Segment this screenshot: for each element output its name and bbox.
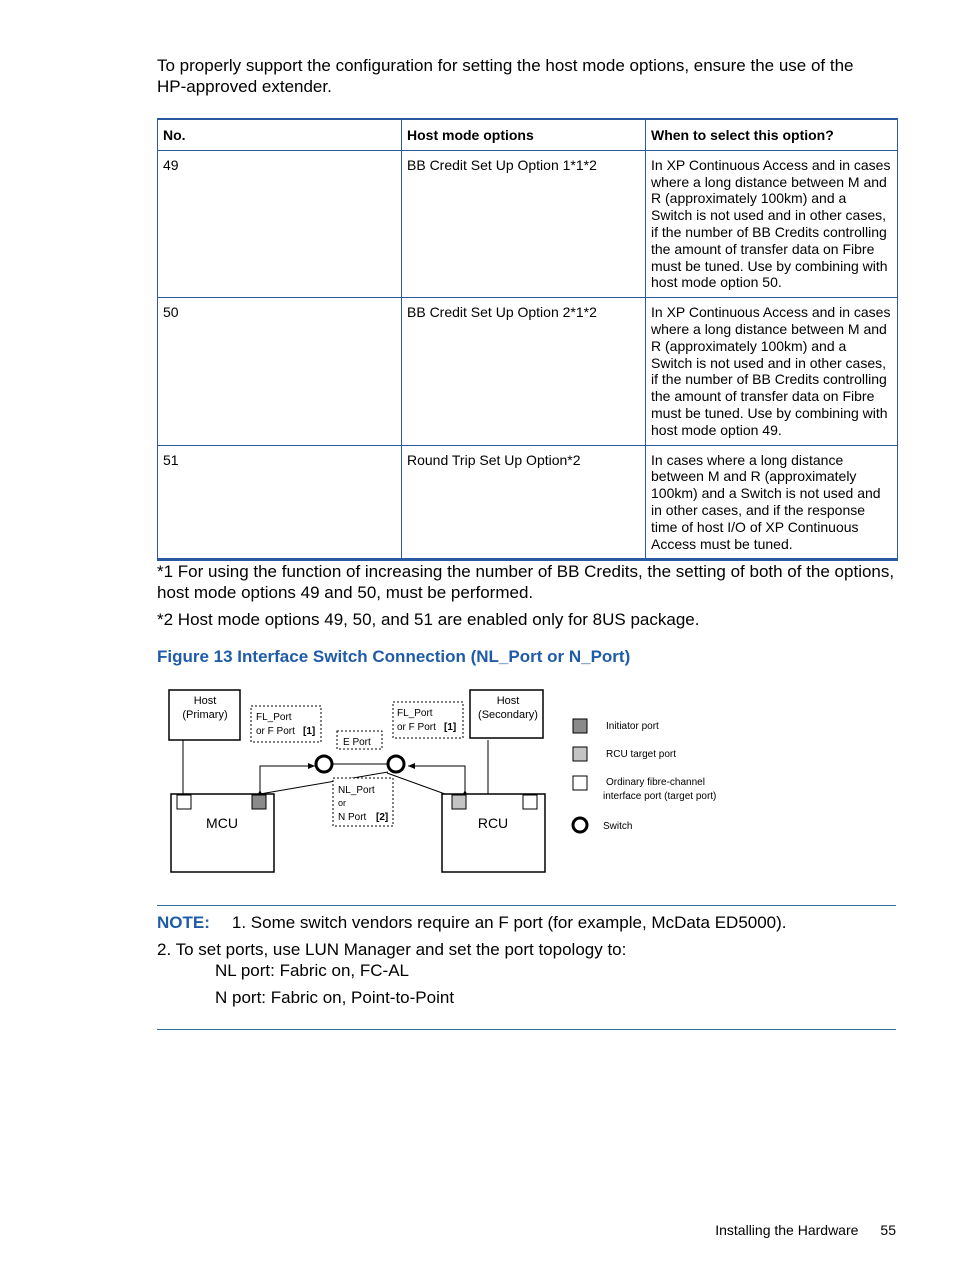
fl-port-left-ref: [1] [303, 726, 316, 737]
note-nl-port: NL port: Fabric on, FC-AL [215, 961, 409, 980]
host-primary-label: Host [193, 695, 217, 707]
note-label: NOTE: [157, 913, 210, 932]
legend-rcu-target-label: RCU target port [606, 749, 677, 760]
legend-ordinary-label-2: interface port (target port) [603, 791, 717, 802]
host-secondary-sublabel: (Secondary) [478, 709, 538, 721]
rcu-label: RCU [477, 815, 509, 831]
fl-port-right-label: FL_Port [397, 708, 433, 719]
legend [573, 719, 716, 832]
note-item-2: 2. To set ports, use LUN Manager and set the port topology to: [157, 940, 627, 959]
note-n-port: N port: Fabric on, Point-to-Point [215, 988, 455, 1007]
legend-initiator-label: Initiator port [606, 721, 659, 732]
legend-ordinary-label-1: Ordinary fibre-channel [606, 777, 705, 788]
arrow-head [408, 763, 415, 769]
host-secondary-label: Host [496, 695, 520, 707]
fl-port-left-label: FL_Port [256, 712, 292, 723]
nl-port-label: NL_Port [338, 785, 375, 796]
legend-switch-icon [573, 818, 587, 832]
legend-ordinary-swatch [573, 776, 587, 790]
nl-port-n-port: N Port [338, 812, 367, 823]
cell-no: 51 [158, 445, 402, 560]
line-rcu-switch2 [408, 766, 465, 794]
cell-option: BB Credit Set Up Option 1*1*2 [402, 150, 646, 297]
cell-no: 49 [158, 150, 402, 297]
header-when-to-select: When to select this option? [646, 119, 898, 150]
note-line-1 [157, 912, 787, 934]
note-top-rule [157, 905, 896, 906]
cell-option: Round Trip Set Up Option*2 [402, 445, 646, 560]
cell-description: In cases where a long distance between M and R (approximately 100km) and a Switch is not used and in other cases, and if the response time of host I/O of XP Continuous Access must be tuned. [646, 445, 898, 560]
mcu-label: MCU [206, 815, 238, 831]
footer-section: Installing the Hardware [715, 1222, 859, 1238]
line-mcu-switch1 [260, 766, 315, 794]
table-row [158, 298, 898, 445]
nl-port-ref: [2] [376, 812, 389, 823]
e-port-label: E Port [343, 737, 371, 748]
cell-option: BB Credit Set Up Option 2*1*2 [402, 298, 646, 445]
footnote-1: *1 For using the function of increasing the number of BB Credits, the setting of both of the options, host mode options 49 and 50, must be performed. [157, 562, 895, 602]
rcu-ordinary-port [523, 795, 537, 809]
mcu-initiator-port [252, 795, 266, 809]
switch-right-icon [388, 756, 404, 772]
legend-switch-label: Switch [603, 821, 633, 832]
fl-port-right-ref: [1] [444, 722, 457, 733]
table-row [158, 150, 898, 297]
table-header-row [158, 119, 898, 150]
interface-switch-diagram [160, 684, 760, 879]
page-number: 55 [880, 1222, 896, 1238]
intro-paragraph: To properly support the configuration for setting the host mode options, ensure the use of the HP-approved extender. [157, 56, 854, 96]
arrow-head [308, 763, 315, 769]
host-mode-table [157, 118, 898, 561]
host-primary-sublabel: (Primary) [182, 709, 228, 721]
switch-left-icon [316, 756, 332, 772]
page-footer [715, 1222, 896, 1238]
rcu-target-port [452, 795, 466, 809]
table-row [158, 445, 898, 560]
fl-port-right-or: or F Port [397, 722, 436, 733]
legend-rcu-target-swatch [573, 747, 587, 761]
footnote-2: *2 Host mode options 49, 50, and 51 are enabled only for 8US package. [157, 610, 700, 629]
cell-no: 50 [158, 298, 402, 445]
note-bottom-rule [157, 1029, 896, 1030]
fl-port-left-or: or F Port [256, 726, 295, 737]
cell-description: In XP Continuous Access and in cases where a long distance between M and R (approximately 100km) and a Switch is not used and in other cases, if the number of BB Credits controlling the amount of transfer data on Fibre must be tuned. Use by combining with host mode option 49. [646, 298, 898, 445]
mcu-ordinary-port [177, 795, 191, 809]
legend-initiator-swatch [573, 719, 587, 733]
line-nl-port-rcu [387, 773, 445, 794]
header-host-mode-options: Host mode options [402, 119, 646, 150]
note-item-1: 1. Some switch vendors require an F port (for example, McData ED5000). [231, 913, 787, 932]
figure-caption: Figure 13 Interface Switch Connection (NL_Port or N_Port) [157, 647, 631, 666]
nl-port-or: or [338, 798, 347, 808]
cell-description: In XP Continuous Access and in cases where a long distance between M and R (approximately 100km) and a Switch is not used and in other cases, if the number of BB Credits controlling the amount of transfer data on Fibre must be tuned. Use by combining with host mode option 50. [646, 150, 898, 297]
header-no: No. [158, 119, 402, 150]
